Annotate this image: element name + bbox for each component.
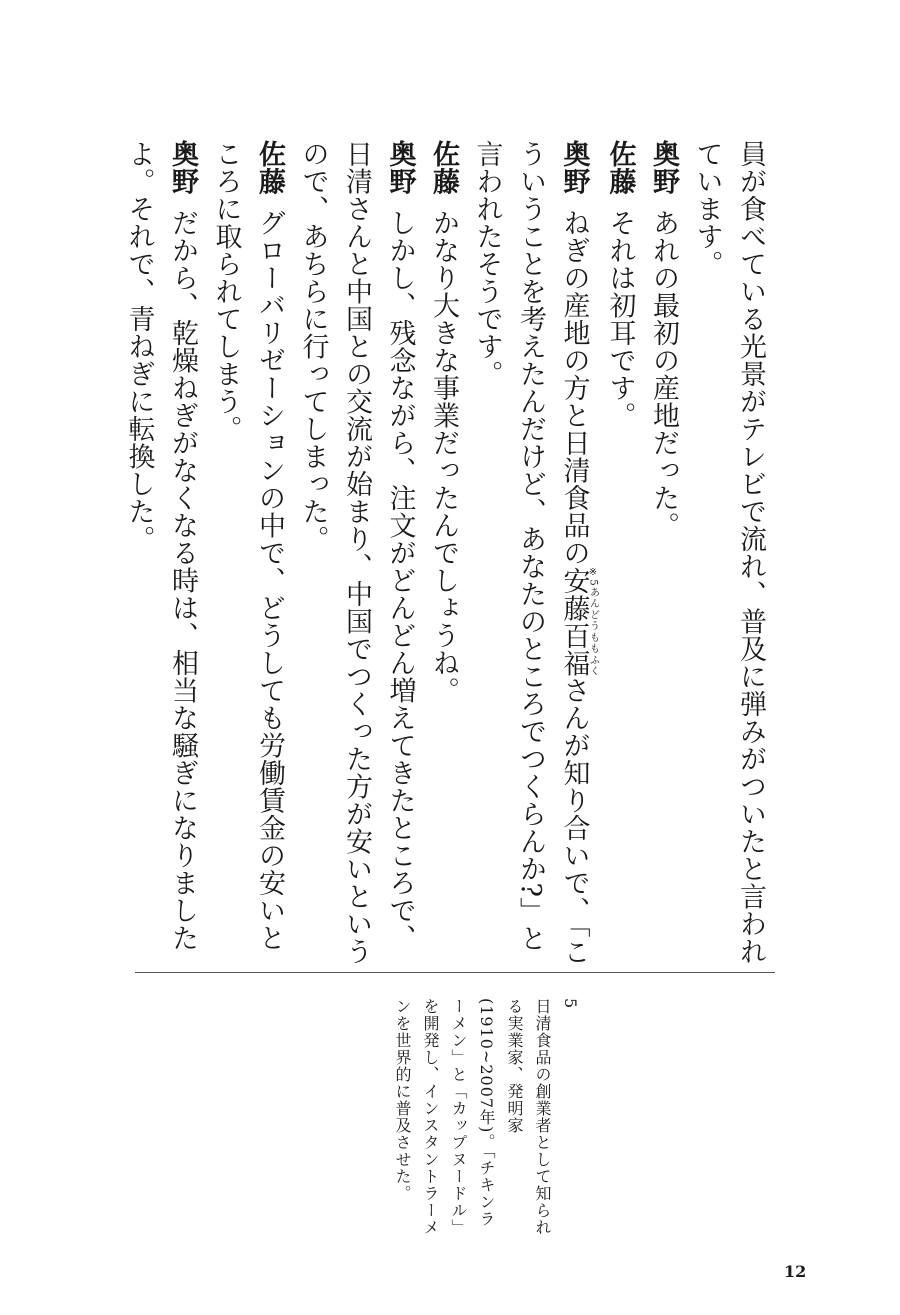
speaker-label: 佐藤 (254, 140, 285, 195)
speaker-label: 佐藤 (604, 140, 636, 195)
dialogue-paragraph (291, 140, 422, 970)
speaker-label: 奥野 (648, 140, 679, 195)
dialogue-text: それは初耳です。 (604, 209, 636, 429)
dialogue-text: グローバリゼーションの中で、どうしても労働賃金の安いところに取られてしまう。 (210, 140, 285, 952)
dialogue-text: だから、乾燥ねぎがなくなる時は、相当な騒ぎになりましたよ。それで、青ねぎに転換した。 (123, 140, 198, 952)
footnote-number: 5 (561, 998, 580, 1010)
ruby-base: 安藤百福 (558, 566, 590, 677)
ruby-annotation (558, 566, 599, 677)
dialogue-paragraph (204, 140, 291, 970)
dialogue-text: ねぎの産地の方と日清食品の (558, 209, 590, 567)
dialogue-text: さんが知り合いで、「こういうことを考えたんだけど、あなたのところでつくらんか?」と言われたそうです。 (471, 140, 590, 966)
page-number: 12 (784, 1262, 807, 1281)
intro-paragraph: 員が食べている光景がテレビで流れ、普及に弾みがついたと言われています。 (691, 140, 766, 965)
footnote (388, 998, 584, 1238)
speaker-label: 奥野 (558, 140, 590, 195)
speaker-label: 奥野 (384, 140, 416, 195)
main-text (117, 140, 772, 970)
dialogue-paragraph (465, 140, 598, 970)
footnote-text: 日清食品の創業者として知られる実業家、発明家(1910~2007年)。「チキンラーメン」と「カップヌードル」を開発し、インスタントラーメンを世界的に普及させた。 (393, 998, 552, 1236)
dialogue-paragraph (117, 140, 204, 970)
dialogue-text: しかし、残念ながら、注文がどんどん増えてきたところで、日清さんと中国との交流が始まり、中国でつくった方が安いというので、あちらに行ってしまった。 (297, 140, 416, 965)
dialogue-text: あれの最初の産地だった。 (648, 209, 679, 539)
dialogue-text: かなり大きな事業だったんでしょうね。 (428, 209, 459, 704)
footnote-divider (135, 972, 775, 973)
speaker-label: 佐藤 (428, 140, 459, 195)
ruby-reading: あんどうももふく (587, 585, 599, 677)
dialogue-paragraph (642, 140, 686, 970)
speaker-label: 奥野 (167, 140, 198, 195)
dialogue-paragraph (422, 140, 466, 970)
footnote-ref: ※5 (587, 566, 599, 586)
dialogue-paragraph (598, 140, 642, 970)
